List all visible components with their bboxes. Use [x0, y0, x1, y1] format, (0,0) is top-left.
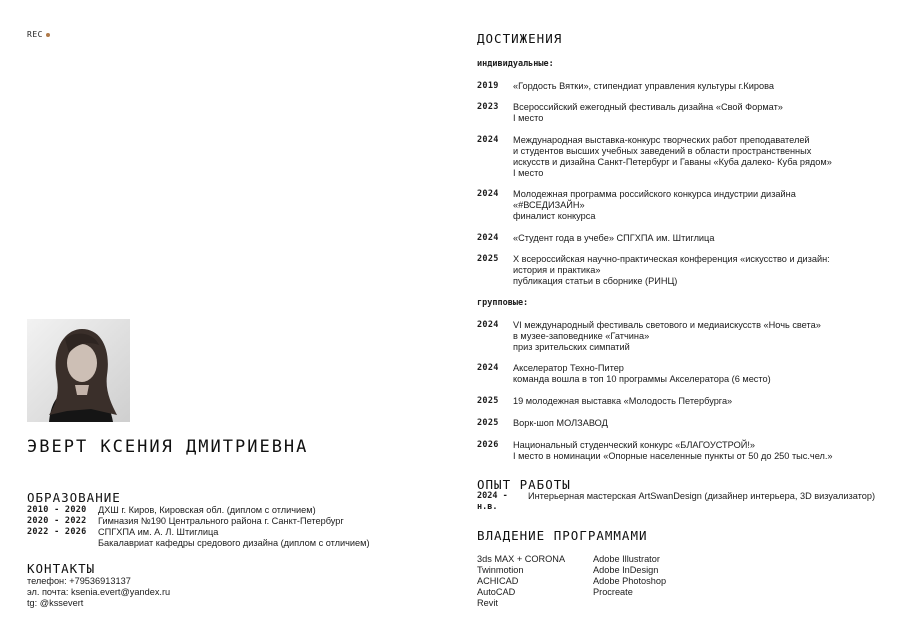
- achievement-item: [477, 320, 877, 353]
- achievement-item: [477, 189, 877, 222]
- education-years: 2020 - 2022: [27, 516, 87, 526]
- achievements-title: ДОСТИЖЕНИЯ: [477, 31, 563, 46]
- achievement-year: 2024: [477, 320, 499, 330]
- education-years: 2010 - 2020: [27, 505, 87, 515]
- contacts-list: [27, 576, 170, 609]
- achievement-text: Молодежная программа российского конкурса индустрии дизайна «#ВСЕДИЗАЙН» финалист конкурса: [513, 189, 796, 221]
- achievement-year: 2024: [477, 135, 499, 145]
- education-text: Бакалавриат кафедры средового дизайна (диплом с отличием): [98, 538, 370, 548]
- achievement-text: Международная выставка-конкурс творческих работ преподавателей и студентов высших учебных заведений в области пространственных искусств и дизайна Санкт-Петербург и Гаваны «Куба далеко- Куба рядом» I место: [513, 135, 832, 178]
- work-text: Интерьерная мастерская ArtSwanDesign (дизайнер интерьера, 3D визуализатор): [528, 491, 876, 501]
- achievement-year: 2024: [477, 189, 499, 199]
- achievement-item: [477, 254, 877, 287]
- achievement-item: [477, 81, 877, 92]
- contact-telegram[interactable]: tg: @kssevert: [27, 598, 84, 608]
- contact-phone: телефон: +79536913137: [27, 576, 131, 586]
- achievement-item: [477, 233, 877, 244]
- software-title: ВЛАДЕНИЕ ПРОГРАММАМИ: [477, 528, 648, 543]
- group-label: групповые:: [477, 298, 529, 308]
- education-years: 2022 - 2026: [27, 527, 87, 537]
- software-item: Adobe Illustrator: [593, 554, 660, 564]
- full-name: ЭВЕРТ КСЕНИЯ ДМИТРИЕВНА: [27, 437, 309, 457]
- profile-photo: [27, 319, 130, 422]
- software-item: Twinmotion: [477, 565, 524, 575]
- education-text: Гимназия №190 Центрального района г. Санкт-Петербург: [98, 516, 344, 526]
- software-item: 3ds MAX + CORONA: [477, 554, 566, 564]
- contacts-title: КОНТАКТЫ: [27, 561, 96, 576]
- achievement-item: [477, 440, 877, 462]
- achievement-year: 2023: [477, 102, 499, 112]
- software-item: Adobe InDesign: [593, 565, 659, 575]
- achievement-text: Акселератор Техно-Питер команда вошла в топ 10 программы Акселератора (6 место): [513, 363, 771, 384]
- achievement-item: [477, 396, 877, 407]
- achievement-year: 2019: [477, 81, 499, 91]
- achievement-text: «Гордость Вятки», стипендиат управления культуры г.Кирова: [513, 81, 774, 91]
- software-item: Adobe Photoshop: [593, 576, 667, 586]
- education-title: ОБРАЗОВАНИЕ: [27, 490, 121, 505]
- rec-label: REC: [27, 30, 50, 39]
- rec-dot-icon: [46, 33, 50, 37]
- software-item: Revit: [477, 598, 498, 608]
- work-title: ОПЫТ РАБОТЫ: [477, 477, 571, 492]
- education-row: [27, 516, 437, 527]
- achievement-text: «Студент года в учебе» СПГХПА им. Штиглица: [513, 233, 715, 243]
- work-item: [477, 491, 877, 513]
- education-text: СПГХПА им. А. Л. Штиглица: [98, 527, 219, 537]
- achievement-year: 2024: [477, 233, 499, 243]
- achievement-item: [477, 135, 877, 179]
- contact-email[interactable]: эл. почта: ksenia.evert@yandex.ru: [27, 587, 171, 597]
- software-column: [593, 554, 709, 609]
- software-column: [477, 554, 593, 609]
- education-list: [27, 505, 437, 549]
- achievement-text: X всероссийская научно-практическая конференция «искусство и дизайн: история и практика» публикация статьи в сборнике (РИНЦ): [513, 254, 830, 286]
- software-item: Procreate: [593, 587, 633, 597]
- education-text: ДХШ г. Киров, Кировская обл. (диплом с отличием): [98, 505, 316, 515]
- achievement-year: 2025: [477, 418, 499, 428]
- education-years: [27, 538, 98, 549]
- achievement-item: [477, 418, 877, 429]
- education-row: [27, 538, 437, 549]
- work-years: 2024 - н.в.: [477, 491, 508, 512]
- education-row: [27, 505, 437, 516]
- achievement-item: [477, 102, 877, 124]
- portrait-image: [27, 319, 130, 422]
- achievement-text: 19 молодежная выставка «Молодость Петербурга»: [513, 396, 733, 406]
- education-row: [27, 527, 437, 538]
- software-item: ACHICAD: [477, 576, 519, 586]
- software-item: AutoCAD: [477, 587, 516, 597]
- achievement-year: 2026: [477, 440, 499, 450]
- individual-label: индивидуальные:: [477, 59, 554, 69]
- achievement-item: [477, 363, 877, 385]
- achievement-year: 2025: [477, 396, 499, 406]
- achievement-year: 2024: [477, 363, 499, 373]
- achievement-year: 2025: [477, 254, 499, 264]
- achievement-text: VI международный фестиваль светового и медиаискусств «Ночь света» в музее-заповеднике «Гатчина» приз зрительских симпатий: [513, 320, 821, 352]
- software-list: [477, 554, 709, 609]
- achievement-text: Национальный студенческий конкурс «БЛАГОУСТРОЙ!» I место в номинации «Опорные населенные пункты от 50 до 250 тыс.чел.»: [513, 440, 833, 461]
- achievement-text: Всероссийский ежегодный фестиваль дизайна «Свой Формат» I место: [513, 102, 783, 123]
- achievement-text: Ворк-шоп МОЛЗАВОД: [513, 418, 608, 428]
